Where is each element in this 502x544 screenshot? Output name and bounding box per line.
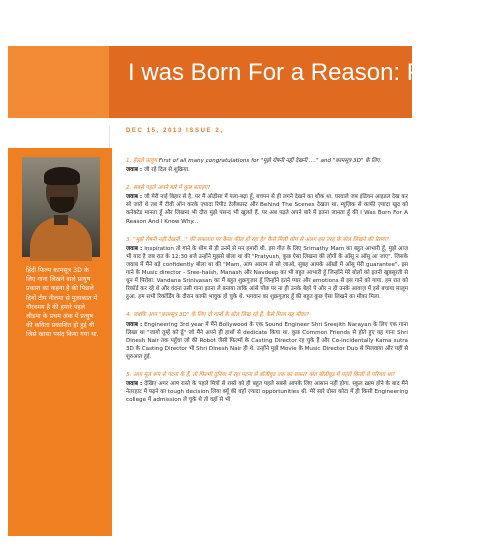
answer-3	[126, 245, 408, 302]
answer-text: जी रहे दिल से शुक्रिया.	[142, 167, 190, 174]
photo-collar	[54, 215, 68, 225]
qa-item-1	[126, 157, 408, 174]
answer-5	[126, 380, 408, 404]
answer-label: जवाब :	[126, 167, 143, 174]
photo-beard	[50, 197, 74, 213]
answer-label: जवाब :	[126, 245, 143, 252]
question-text: 3. "मुझे रोषनी नहीं देखनी..." की सफलता पर कैसा फील हो रहा है? कैसे मिली थीम से अलग इस तरह के बोल लिखने की प्रेरणा?	[126, 236, 389, 243]
answer-text: Engineering 3rd year में मैंने Bollywood के एक Sound Engineer Shri Sreejith Narayan के लिए एक गाना लिखा था "जागो तुम्हें को ढूँ" जो मैंने अपने ही हाथों से dedicate किया था. कुछ Common Friends से होते हुए यह गाना Shri Dinesh Nair तक पहुँचा जो की Robot जैसी फिल्मों के Casting Director रह चुके हैं और Co-incidentally Kama sutra 3D के Casting Director भी Shri Dinesh Nair ही थे. उन्होंने मुझे Movie के Music Director Duo से मिलवाया और यहीं से शुरुआत हुई.	[126, 321, 408, 360]
interview-content	[126, 157, 408, 414]
answer-label: जवाब :	[126, 194, 143, 201]
question-text: 4. जबकि आप "कामसूत्र 3D" के लिए दो गानों के बोल लिख रहे हैं, कैसे मिला यह मौका?	[126, 312, 310, 319]
top-strip	[8, 8, 412, 46]
answer-4	[126, 321, 408, 361]
photo-hair	[44, 167, 80, 185]
answer-label: जवाब :	[126, 321, 143, 328]
answer-text: देखिए अगर आप रास्ते के पहले मित्रों से रास्ते को ही बहुत पहले सबसे आपके लिए आसान नहीं होगा. स्कूल ख़त्म होने के बाद मैंने नेतरहाट में पढ़ने का tough decision लिया क्यूँ की वहाँ ज़्यादा opportunities थी. मेरे सारे दोस्त कोटा में ही किसी Engineering college में admission ले चुके थे तो वहाँ से भी	[126, 381, 408, 404]
question-3	[126, 236, 408, 244]
question-text: 5. आप मूल रूप से पटना के हैं, तो फिल्मी दुनिया में रहा पटना से बॉलीवुड तक का सफ़र? क्या बॉलीवुड में पहले किसी से परिचय था?	[126, 371, 395, 378]
question-2	[126, 184, 408, 192]
question-4	[126, 311, 408, 319]
qa-item-4	[126, 311, 408, 361]
sidebar-divider	[112, 148, 114, 536]
sidebar-intro-text: हिंदी फिल्म कामसूत्र 3D के लिए गाना लिखने वाले प्रत्युष प्रकाश का कहना है की पिछले दिनों टीम नीलमा से मुलाकात में गौरवमय है की हमारे पहले लीडमा के प्रथम अंक में प्रत्युष की कविता प्रकाशित हो हुई थी जिसे खासा पसंद किया गया था.	[26, 267, 99, 339]
answer-2	[126, 193, 408, 225]
question-alt-text: First of all many congratulations for "मुझे रोषनी नहीं देखनी ...." and "कामसूत्र 3D" के लिए.	[156, 158, 382, 164]
answer-1	[126, 166, 408, 174]
issue-dateline: DEC 15, 2013 ISSUE 2,	[126, 128, 224, 134]
question-text: 1. हेल्लो प्रत्युष	[126, 158, 157, 164]
answer-label: जवाब :	[126, 381, 143, 388]
answer-text: Inspiration तो गाने के थीम से ही उनमें से मन हमारी थी. इस गीत के लिए Srimathy Mam का बहुत आभारी हूँ, मुझे आज भी याद है जब रात के 12:30 बजे उन्होंने मुझसे बोला था की "Pratyush, कुछ ऐसा लिखना की लोगों के आँसू न आँसू आ जाए". जिसके जवाब में मैंने बड़े confidently बोला था की "Mam, आप आराम से सो जाओ, सुबह आपके आँखों में आँसू मेरी guarantee". इस गाने के Music director - Sree-haish, Manash और Navdeep का भी बहुत आभारी हूँ जिन्होंने मेरे बोलों को इतनी खूबसूरती से धुन में पिरोया. Vandana Srinivasan का मैं बहुत शुक्रगुज़ार हूँ जिन्होंने इतने प्यार और emotions से इस गाने को गाया. हम रात को रिकॉर्ड कर रहे थे और वंदना उसी गाना इतना ले बनाया ताकि आंसे पोंछ पर ना ही उनके बेहरे पे और न ही उनके आवाज़ में इसे बचाया मालूम हुआ. हम सभी रिकॉर्डिंग के दौरान काफी भावुक हो चुके थे. भगवान का शुक्रगुज़ार हूँ की बहुत कुछ ऐसा लिखने का मौका मिला.	[126, 245, 408, 301]
subheader-divider	[109, 126, 110, 148]
question-text: 2. सबसे पहले अपने बारे में कुछ बताइए?	[126, 185, 211, 192]
newsletter-page	[8, 8, 502, 536]
page-title: I was Born For a Reason: Pratyush	[128, 59, 502, 86]
qa-item-3	[126, 236, 408, 302]
answer-text: जी मेरी नाई बिहार से है, पर मैं ओड़ीसा में पला-बढ़ा हूँ, बचपन से ही लगने देखने का शौक था. घरवाले जब इंडियन आइडल देख कर सो जाते थे तब मैं टीवी ऑन करके ज़्यादा रिपीट टेलीकास्ट और Behind The Scenes देखता था. म्यूज़िक से काफी ज़्यादा खुद को कनेक्टेड मानता हूँ और लिखना भी दौरा मुझे पसन्द भी खुलते हैं. पर अब पढ़ते अपने बारे में इतना जानता हूँ की I Was Born For A Reason And I Know Why...	[126, 194, 409, 225]
question-5	[126, 371, 408, 379]
question-1	[126, 157, 408, 165]
header-accent-block	[8, 46, 109, 118]
qa-item-2	[126, 184, 408, 225]
author-photo	[22, 157, 100, 257]
qa-item-5	[126, 371, 408, 404]
